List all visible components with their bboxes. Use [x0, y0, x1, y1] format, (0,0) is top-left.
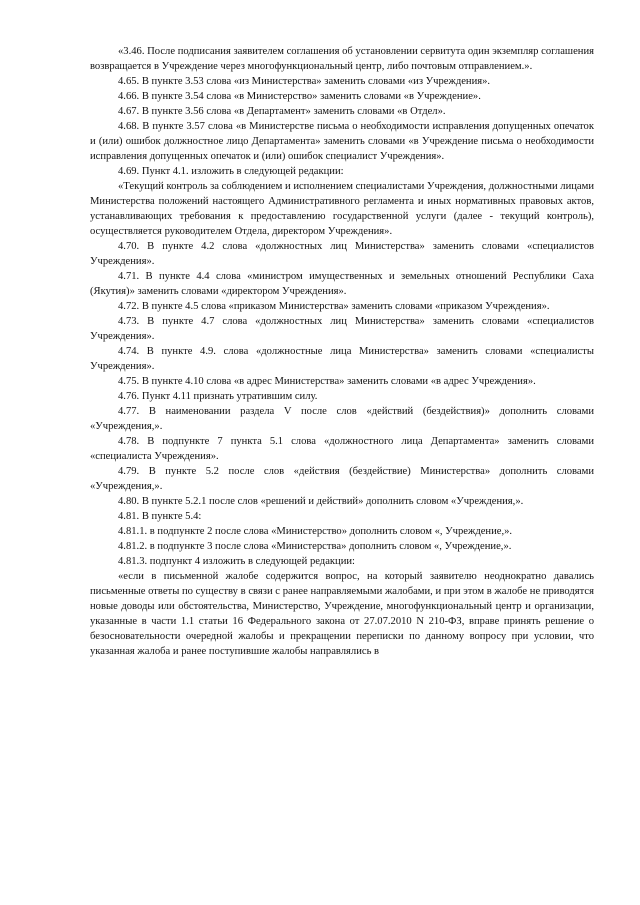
- paragraph: 4.67. В пункте 3.56 слова «в Департамент» заменить словами «в Отдел».: [118, 106, 446, 117]
- paragraph: 4.71. В пункте 4.4 слова «министром имущественных и земельных отношений Республики Саха (Якутия)» заменить словами «директором Учреждения».: [90, 271, 594, 297]
- paragraph: 4.80. В пункте 5.2.1 после слов «решений и действий» дополнить словом «Учреждения,».: [118, 496, 524, 507]
- paragraph: 4.66. В пункте 3.54 слова «в Министерство» заменить словами «в Учреждение».: [118, 91, 481, 102]
- paragraph: 4.73. В пункте 4.7 слова «должностных лиц Министерства» заменить словами «специалистов Учреждения».: [90, 316, 594, 342]
- paragraph: 4.69. Пункт 4.1. изложить в следующей редакции:: [118, 166, 344, 177]
- paragraph: 4.77. В наименовании раздела V после слов «действий (бездействия)» дополнить словами «Учреждения,».: [90, 406, 594, 432]
- paragraph: 4.72. В пункте 4.5 слова «приказом Министерства» заменить словами «приказом Учреждения».: [118, 301, 550, 312]
- paragraph: 4.81.3. подпункт 4 изложить в следующей редакции:: [118, 556, 355, 567]
- paragraph: 4.74. В пункте 4.9. слова «должностные лица Министерства» заменить словами «специалисты Учреждения».: [90, 346, 594, 372]
- paragraph: 4.65. В пункте 3.53 слова «из Министерства» заменить словами «из Учреждения».: [118, 76, 491, 87]
- paragraph: 4.76. Пункт 4.11 признать утратившим силу.: [118, 391, 318, 402]
- paragraph: 4.81.1. в подпункте 2 после слова «Министерство» дополнить словом «, Учреждение,».: [118, 526, 513, 537]
- paragraph: «3.46. После подписания заявителем соглашения об установлении сервитута один экземпляр соглашения возвращается в Учреждение через многофункциональный центр, либо почтовым отправлением.».: [90, 46, 594, 72]
- paragraph: «Текущий контроль за соблюдением и исполнением специалистами Учреждения, должностными лицами Министерства положений настоящего Административного регламента и иных нормативных правовых актов, устанавливающих требования к предоставлению государственной услуги (далее - текущий контроль), осуществляется руководителем Отдела, директором Учреждения».: [90, 181, 594, 237]
- paragraph: 4.81.2. в подпункте 3 после слова «Министерства» дополнить словом «, Учреждение,».: [118, 541, 512, 552]
- paragraph: «если в письменной жалобе содержится вопрос, на который заявителю неоднократно давались письменные ответы по существу в связи с ранее направляемыми жалобами, и при этом в жалобе не приводятся новые доводы или обстоятельства, Министерство, Учреждение, многофункциональный центр и организации, указанные в части 1.1 статьи 16 Федерального закона от 27.07.2010 N 210-ФЗ, вправе принять решение о безосновательности очередной жалобы и прекращении переписки по данному вопросу при условии, что указанная жалоба и ранее поступившие жалобы направлялись в: [90, 571, 594, 657]
- paragraph: 4.78. В подпункте 7 пункта 5.1 слова «должностного лица Департамента» заменить словами «специалиста Учреждения».: [90, 436, 594, 462]
- paragraph: 4.70. В пункте 4.2 слова «должностных лиц Министерства» заменить словами «специалистов Учреждения».: [90, 241, 594, 267]
- paragraph: 4.79. В пункте 5.2 после слов «действия (бездействие) Министерства» дополнить словами «Учреждения,».: [90, 466, 594, 492]
- paragraph: 4.75. В пункте 4.10 слова «в адрес Министерства» заменить словами «в адрес Учреждения».: [118, 376, 536, 387]
- paragraph: 4.68. В пункте 3.57 слова «в Министерстве письма о необходимости исправления допущенных опечаток и (или) ошибок должностное лицо Департамента» заменить словами «в Учреждение письма о необходимости исправления допущенных опечаток и (или) ошибок специалист Учреждения».: [90, 121, 594, 162]
- paragraph: 4.81. В пункте 5.4:: [118, 511, 202, 522]
